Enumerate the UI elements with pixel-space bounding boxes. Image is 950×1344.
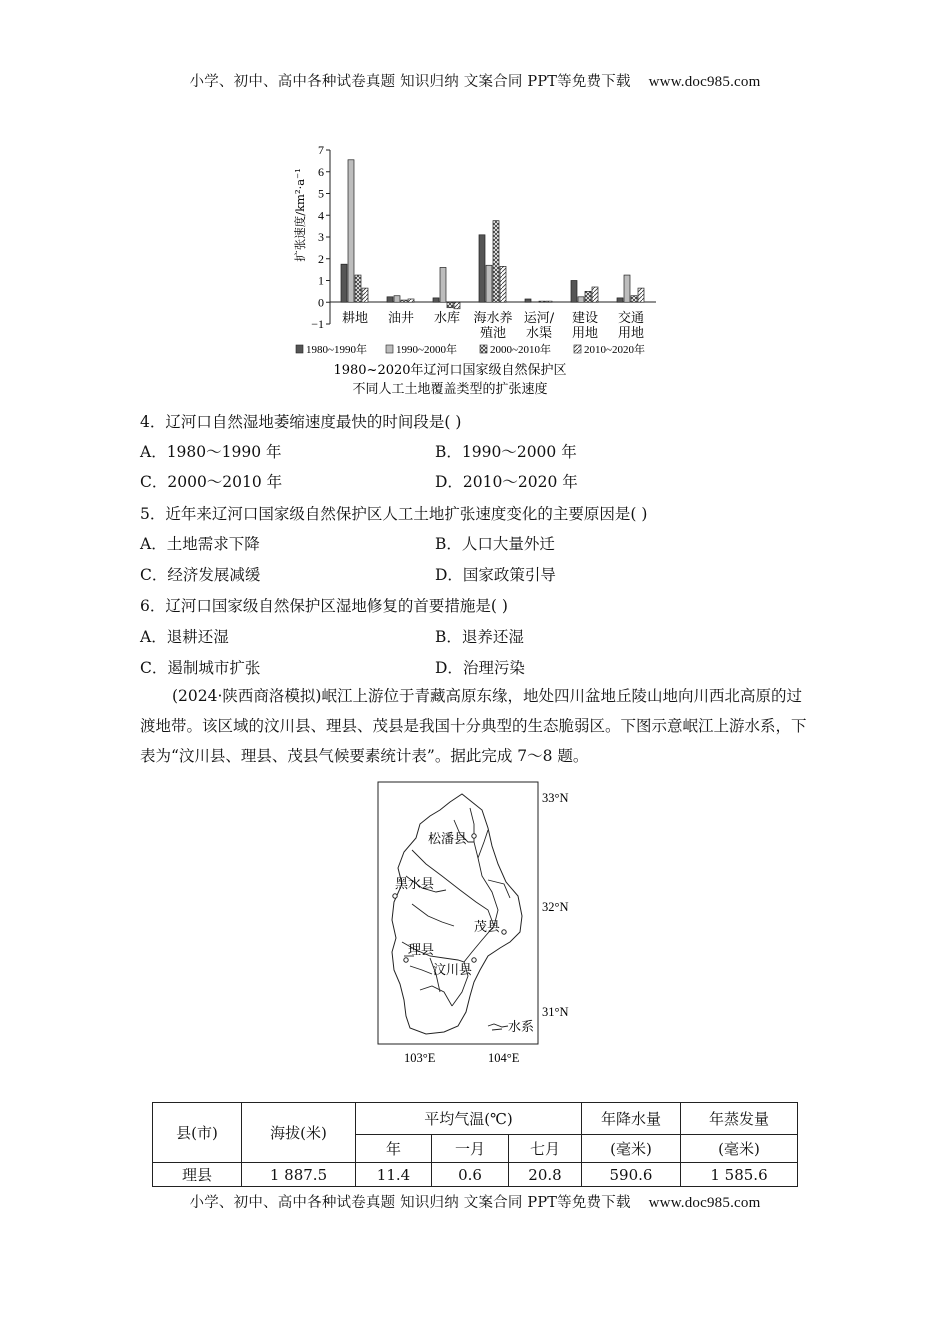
y-tick-label: 7 [318, 143, 324, 157]
bar [387, 297, 393, 302]
table-row [153, 1163, 798, 1187]
bar [433, 298, 439, 302]
legend-swatch [480, 345, 487, 353]
y-tick-label: 4 [318, 208, 324, 223]
question-6-option-d[interactable]: D．治理污染 [435, 659, 525, 677]
legend-swatch [296, 345, 303, 353]
banner-text: 小学、初中、高中各种试卷真题 知识归纳 文案合同 PPT等免费下载 [189, 74, 631, 90]
legend-label: 1980~1990年 [306, 344, 367, 356]
category-label: 殖池 [479, 326, 507, 341]
th-altitude: 海拔(米) [242, 1103, 356, 1163]
th-county: 县(市) [153, 1103, 242, 1163]
question-5-option-d[interactable]: D．国家政策引导 [435, 566, 556, 584]
cell-altitude: 1 887.5 [242, 1163, 356, 1187]
minjiang-upper-reaches-map [370, 780, 580, 1070]
passage-text: (2024·陕西商洛模拟)岷江上游位于青藏高原东缘，地处四川盆地丘陵山地向川西北高原的过渡地带。该区域的汶川县、理县、茂县是我国十分典型的生态脆弱区。下图示意岷江上游水系，下表为“汶川县、理县、茂县气候要素统计表”。据此完成 7～8 题。 [140, 687, 807, 765]
lat-32n: 32°N [542, 900, 569, 914]
expansion-speed-chart [290, 140, 670, 402]
legend-swatch [386, 345, 393, 353]
y-tick-label: 5 [318, 186, 324, 201]
cell-precip: 590.6 [582, 1163, 681, 1187]
y-axis-label: 扩张速度/km²·a⁻¹ [293, 168, 307, 262]
th-temp-jan: 一月 [432, 1135, 509, 1163]
cell-evap: 1 585.6 [681, 1163, 798, 1187]
bar [571, 281, 577, 303]
th-temp-group: 平均气温(℃) [356, 1103, 582, 1135]
bar [493, 221, 499, 303]
passage [140, 681, 810, 771]
y-ticks [311, 143, 330, 331]
chart-legend [296, 342, 645, 356]
question-5-option-c[interactable]: C．经济发展减缓 [140, 566, 261, 584]
th-temp-year: 年 [356, 1135, 432, 1163]
chart-caption-line1: 1980~2020年辽河口国家级自然保护区 [333, 363, 567, 378]
category-label: 油井 [387, 311, 415, 326]
place-heishui: 黑水县 [395, 877, 435, 892]
category-label: 水渠 [525, 326, 553, 341]
question-6-option-a[interactable]: A．退耕还湿 [140, 628, 229, 646]
bar [440, 267, 446, 302]
question-4-option-b[interactable]: B．1990～2000 年 [435, 443, 577, 461]
place-wenchuan: 汶川县 [433, 963, 473, 978]
question-4-option-a[interactable]: A．1980～1990 年 [140, 443, 282, 461]
category-label: 建设 [571, 311, 599, 326]
cell-temp-jan: 0.6 [432, 1163, 509, 1187]
bars [341, 160, 644, 309]
bar [500, 266, 506, 302]
question-4-option-d[interactable]: D．2010～2020 年 [435, 473, 578, 491]
bar [348, 160, 354, 302]
th-evap-unit: (毫米) [681, 1135, 798, 1163]
bar [617, 298, 623, 302]
map-frame [378, 782, 538, 1044]
y-tick-label: 3 [318, 230, 324, 244]
bar [638, 288, 644, 302]
lon-104e: 104°E [488, 1051, 520, 1065]
y-tick-label: 6 [318, 164, 324, 179]
bar [341, 264, 347, 302]
question-6-option-b[interactable]: B．退养还湿 [435, 628, 524, 646]
category-label: 交通 [617, 311, 645, 326]
th-precip: 年降水量 [582, 1103, 681, 1135]
bar [631, 296, 637, 303]
cell-county: 理县 [153, 1163, 242, 1187]
bar [355, 275, 361, 302]
bar [578, 297, 584, 302]
bar [454, 302, 460, 309]
place-maoxian: 茂县 [474, 920, 501, 935]
bar [585, 291, 591, 302]
cell-temp-year: 11.4 [356, 1163, 432, 1187]
lon-103e: 103°E [404, 1051, 436, 1065]
legend-label: 2010~2020年 [584, 344, 645, 356]
header-banner [0, 70, 950, 91]
bar [408, 299, 414, 302]
chart-caption-line2: 不同人工土地覆盖类型的扩张速度 [352, 382, 548, 397]
banner-text-bottom: 小学、初中、高中各种试卷真题 知识归纳 文案合同 PPT等免费下载 [189, 1195, 631, 1211]
footer-banner [0, 1191, 950, 1212]
category-label: 用地 [617, 326, 645, 341]
place-lixian: 理县 [408, 943, 435, 958]
legend-river-label: 水系 [508, 1020, 535, 1035]
bar [546, 301, 552, 302]
y-tick-label: 0 [318, 295, 324, 310]
category-label: 用地 [571, 326, 599, 341]
category-label: 海水养 [473, 311, 513, 326]
th-evap: 年蒸发量 [681, 1103, 798, 1135]
legend-label: 1990~2000年 [396, 344, 457, 356]
question-5-stem: 5．近年来辽河口国家级自然保护区人工土地扩张速度变化的主要原因是( ) [140, 505, 648, 523]
lat-31n: 31°N [542, 1005, 569, 1019]
bar [525, 299, 531, 302]
bar [479, 235, 485, 302]
banner-url-bottom[interactable]: www.doc985.com [648, 1195, 761, 1211]
y-tick-label: 2 [318, 251, 324, 266]
th-temp-jul: 七月 [509, 1135, 582, 1163]
category-label: 水库 [433, 311, 461, 326]
bar [401, 300, 407, 302]
category-labels [342, 310, 644, 341]
bar [447, 302, 453, 307]
y-tick-label: 1 [318, 273, 324, 288]
question-4-option-c[interactable]: C．2000～2010 年 [140, 473, 283, 491]
question-5-option-b[interactable]: B．人口大量外迁 [435, 535, 555, 553]
category-label: 运河/ [523, 311, 555, 326]
banner-url[interactable]: www.doc985.com [648, 74, 761, 90]
question-6-stem: 6．辽河口国家级自然保护区湿地修复的首要措施是( ) [140, 597, 508, 615]
bar [539, 301, 545, 302]
y-tick-label: −1 [311, 317, 324, 331]
bar [592, 287, 598, 302]
lat-33n: 33°N [542, 791, 569, 805]
bar [486, 265, 492, 302]
bar [624, 275, 630, 302]
climate-table [152, 1102, 798, 1187]
th-precip-unit: (毫米) [582, 1135, 681, 1163]
place-songpan: 松潘县 [428, 832, 468, 847]
question-6-option-c[interactable]: C．遏制城市扩张 [140, 659, 261, 677]
legend-swatch [574, 345, 581, 353]
question-4-stem: 4．辽河口自然湿地萎缩速度最快的时间段是( ) [140, 413, 462, 431]
bar [394, 296, 400, 303]
legend-label: 2000~2010年 [490, 344, 551, 356]
category-label: 耕地 [341, 311, 369, 326]
question-5-option-a[interactable]: A．土地需求下降 [140, 535, 260, 553]
bar [362, 288, 368, 302]
cell-temp-jul: 20.8 [509, 1163, 582, 1187]
